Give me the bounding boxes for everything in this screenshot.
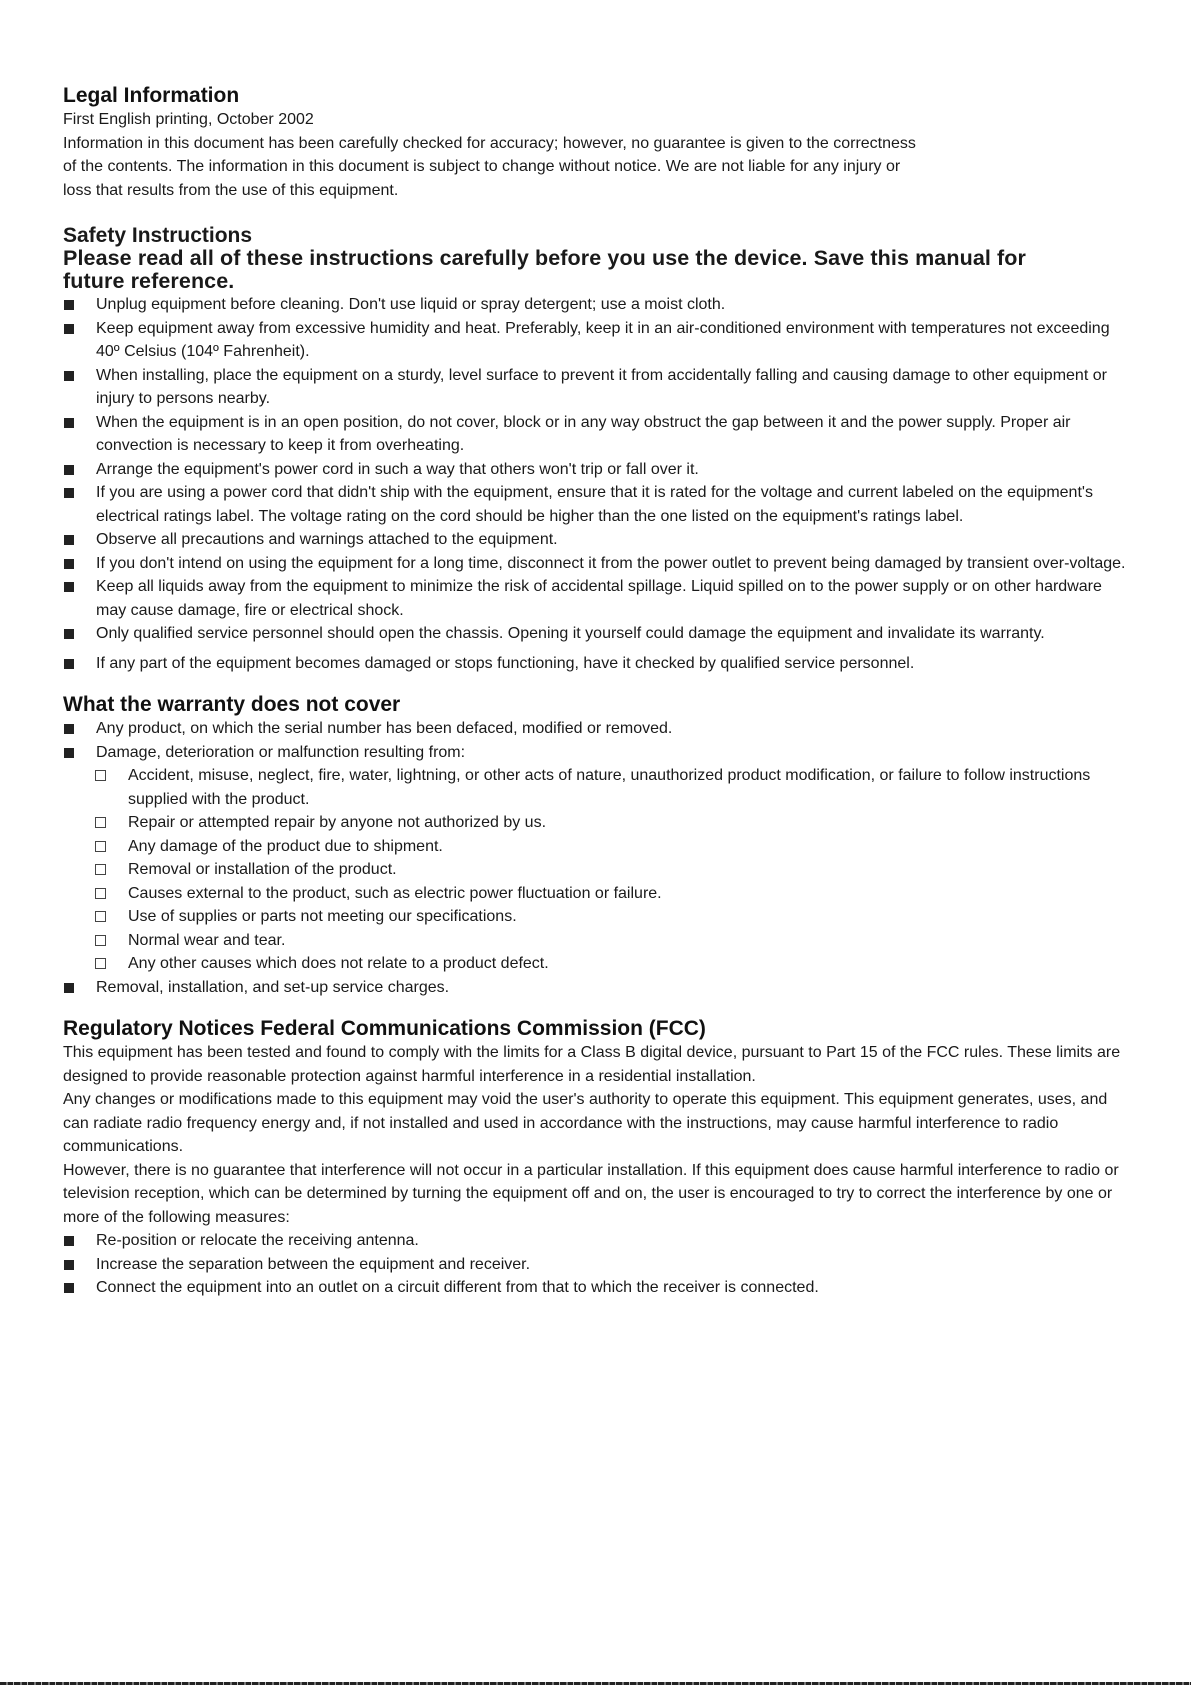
empty-square-icon xyxy=(95,817,106,828)
safety-instructions-section xyxy=(63,224,1133,675)
sub-list-item xyxy=(93,929,1133,953)
list-item xyxy=(63,622,1133,646)
warranty-heading: What the warranty does not cover xyxy=(63,693,401,716)
filled-square-icon xyxy=(64,1236,74,1246)
empty-square-icon xyxy=(95,935,106,946)
regulatory-paragraph: Any changes or modifications made to this equipment may void the user's authority to operate this equipment. This equipment generates, uses, and can radiate radio frequency energy and, if not installed and used in accordance with the instructions, may cause harmful interference to radio communications. xyxy=(63,1091,1108,1155)
regulatory-paragraph: However, there is no guarantee that interference will not occur in a particular installation. If this equipment does cause harmful interference to radio or television reception, which can be determined by turning the equipment off and on, the user is encouraged to try to correct the interference by one or more of the following measures: xyxy=(63,1161,1119,1226)
list-item-text: Observe all precautions and warnings attached to the equipment. xyxy=(96,531,558,548)
list-item xyxy=(63,717,1133,741)
sub-list-item xyxy=(93,811,1133,835)
filled-square-icon xyxy=(64,465,74,475)
list-item-text: Removal, installation, and set-up service charges. xyxy=(96,978,450,996)
filled-square-icon xyxy=(64,559,74,569)
list-item-text: Increase the separation between the equipment and receiver. xyxy=(96,1255,531,1273)
regulatory-paragraph: This equipment has been tested and found to comply with the limits for a Class B digital device, pursuant to Part 15 of the FCC rules. These limits are designed to provide reasonable protection against harmful interference in a residential installation. xyxy=(63,1044,1121,1085)
regulatory-notices-section xyxy=(63,1017,1133,1300)
list-item xyxy=(63,528,1133,552)
list-item-text: When installing, place the equipment on a sturdy, level surface to prevent it from accidentally falling and causing damage to other equipment or injury to persons nearby. xyxy=(96,366,1107,407)
sub-list-item-text: Any other causes which does not relate to a product defect. xyxy=(128,955,549,972)
list-item xyxy=(63,458,1133,482)
sub-list-item-text: Use of supplies or parts not meeting our specifications. xyxy=(128,908,517,925)
list-item-text: If you don't intend on using the equipment for a long time, disconnect it from the power outlet to prevent being damaged by transient over-voltage. xyxy=(96,554,1126,572)
filled-square-icon xyxy=(64,629,74,639)
list-item xyxy=(63,1229,1133,1253)
list-item-text: If any part of the equipment becomes damaged or stops functioning, have it checked by qualified service personnel. xyxy=(96,654,915,672)
empty-square-icon xyxy=(95,911,106,922)
safety-notice-line: future reference. xyxy=(63,269,235,293)
list-item xyxy=(63,1253,1133,1277)
empty-square-icon xyxy=(95,841,106,852)
sub-list-item xyxy=(93,905,1133,929)
list-item xyxy=(63,481,1133,528)
regulatory-heading: Regulatory Notices Federal Communications Commission (FCC) xyxy=(63,1017,706,1040)
filled-square-icon xyxy=(64,659,74,669)
legal-paragraph-line: of the contents. The information in this document is subject to change without notice. We are not liable for any injury or xyxy=(63,158,901,175)
legal-paragraph-line: loss that results from the use of this equipment. xyxy=(63,181,399,199)
sub-list-item-text: Any damage of the product due to shipment. xyxy=(128,837,443,855)
filled-square-icon xyxy=(64,418,74,428)
list-item xyxy=(63,741,1133,976)
sub-list-item xyxy=(93,835,1133,859)
empty-square-icon xyxy=(95,864,106,875)
sub-list-item-text: Accident, misuse, neglect, fire, water, lightning, or other acts of nature, unauthorized product modification, or failure to follow instructions supplied with the product. xyxy=(128,767,1091,808)
sub-list-item xyxy=(93,858,1133,882)
list-item xyxy=(63,652,1133,676)
filled-square-icon xyxy=(64,371,74,381)
sub-list-item xyxy=(93,764,1133,811)
list-item-text: Keep all liquids away from the equipment to minimize the risk of accidental spillage. Liquid spilled on to the power supply or on other hardware may cause damage, fire or electrical shock. xyxy=(96,578,1102,619)
warranty-section xyxy=(63,693,1133,999)
legal-paragraph-line: Information in this document has been carefully checked for accuracy; however, no guarantee is given to the correctness xyxy=(63,134,916,152)
list-item-text: Connect the equipment into an outlet on a circuit different from that to which the receiver is connected. xyxy=(96,1279,819,1296)
empty-square-icon xyxy=(95,888,106,899)
document-page xyxy=(63,84,1133,1300)
empty-square-icon xyxy=(95,770,106,781)
sub-list-item xyxy=(93,882,1133,906)
warranty-list xyxy=(63,717,1133,999)
filled-square-icon xyxy=(64,983,74,993)
list-item xyxy=(63,411,1133,458)
filled-square-icon xyxy=(64,1260,74,1270)
sub-list-item-text: Removal or installation of the product. xyxy=(128,861,397,878)
list-item-text: Only qualified service personnel should open the chassis. Opening it yourself could damage the equipment and invalidate its warranty. xyxy=(96,625,1045,642)
list-item-text: Re-position or relocate the receiving antenna. xyxy=(96,1232,419,1249)
warranty-sub-list xyxy=(93,764,1133,976)
filled-square-icon xyxy=(64,748,74,758)
list-item xyxy=(63,575,1133,622)
list-item-text: Damage, deterioration or malfunction resulting from: xyxy=(96,743,466,761)
spacer xyxy=(63,202,1133,224)
legal-information-section xyxy=(63,84,1133,202)
list-item xyxy=(63,364,1133,411)
list-item-text: Any product, on which the serial number has been defaced, modified or removed. xyxy=(96,720,673,737)
filled-square-icon xyxy=(64,300,74,310)
empty-square-icon xyxy=(95,958,106,969)
filled-square-icon xyxy=(64,582,74,592)
filled-square-icon xyxy=(64,724,74,734)
legal-information-heading: Legal Information xyxy=(63,84,240,107)
list-item xyxy=(63,1276,1133,1300)
filled-square-icon xyxy=(64,488,74,498)
list-item-text: Unplug equipment before cleaning. Don't use liquid or spray detergent; use a moist cloth. xyxy=(96,296,726,313)
spacer xyxy=(63,675,1133,693)
safety-instructions-heading: Safety Instructions xyxy=(63,224,253,247)
list-item-text: When the equipment is in an open position, do not cover, block or in any way obstruct the gap between it and the power supply. Proper air convection is necessary to keep it from overheating. xyxy=(96,413,1071,454)
printing-note: First English printing, October 2002 xyxy=(63,111,314,128)
filled-square-icon xyxy=(64,535,74,545)
spacer xyxy=(63,999,1133,1017)
filled-square-icon xyxy=(64,324,74,334)
list-item xyxy=(63,976,1133,1000)
sub-list-item-text: Repair or attempted repair by anyone not authorized by us. xyxy=(128,814,547,831)
list-item-text: Arrange the equipment's power cord in such a way that others won't trip or fall over it. xyxy=(96,460,699,478)
safety-notice-line: Please read all of these instructions carefully before you use the device. Save this manual for xyxy=(63,246,1026,270)
sub-list-item-text: Normal wear and tear. xyxy=(128,931,286,949)
list-item xyxy=(63,552,1133,576)
list-item-text: If you are using a power cord that didn't ship with the equipment, ensure that it is rated for the voltage and current labeled on the equipment's electrical ratings label. The voltage rating on the cord should be higher than the one listed on the equipment's ratings label. xyxy=(96,484,1093,525)
sub-list-item-text: Causes external to the product, such as electric power fluctuation or failure. xyxy=(128,884,662,902)
measures-list xyxy=(63,1229,1133,1300)
list-item-text: Keep equipment away from excessive humidity and heat. Preferably, keep it in an air-conditioned environment with temperatures not exceeding 40º Celsius (104º Fahrenheit). xyxy=(96,319,1110,360)
list-item xyxy=(63,317,1133,364)
safety-list xyxy=(63,293,1133,675)
sub-list-item xyxy=(93,952,1133,976)
filled-square-icon xyxy=(64,1283,74,1293)
list-item xyxy=(63,293,1133,317)
